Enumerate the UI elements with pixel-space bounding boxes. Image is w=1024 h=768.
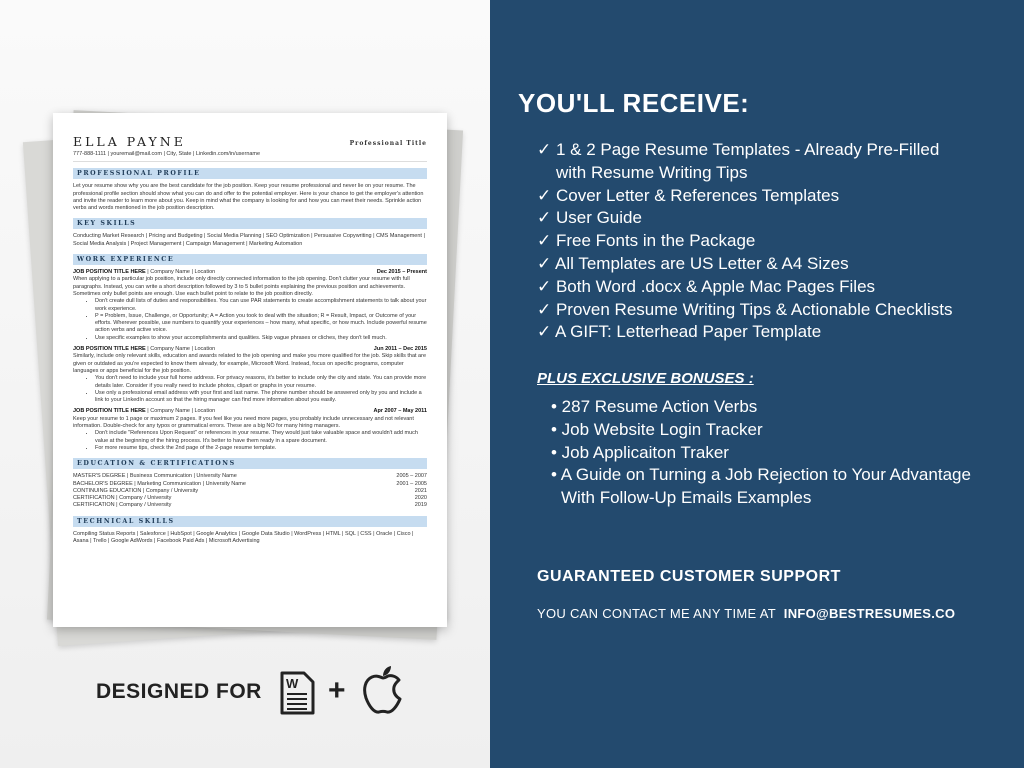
- section-header: KEY SKILLS: [73, 218, 427, 229]
- job-bullet: • Don't create dull lists of duties and responsibilities. You can use PAR statements to create accomplishment statements to talk about your work experience.: [95, 298, 427, 313]
- resume-professional-title: Professional Title: [349, 140, 427, 147]
- included-item: with Resume Writing Tips: [556, 162, 748, 182]
- job-bullet: • P = Problem, Issue, Challenge, or Opportunity; A = Action you took to deal with the situation; R = Result, Impact, or Outcome of your efforts. Wherever possible, use numbers to quantify your experiences – how many, what specific, or how much. Include powerful resume action verbs and active voice.: [95, 313, 427, 335]
- job-meta: | Company Name | Location: [145, 269, 216, 276]
- education-text: CERTIFICATION | Company / University: [73, 495, 172, 502]
- included-item: ✓ A GIFT: Letterhead Paper Template: [537, 322, 822, 342]
- education-text: BACHELOR'S DEGREE | Marketing Communication | University Name: [73, 480, 246, 487]
- included-item: ✓ 1 & 2 Page Resume Templates - Already Pre-Filled: [537, 140, 940, 159]
- bonus-item: • 287 Resume Action Verbs: [551, 397, 758, 416]
- job-dates: Apr 2007 – May 2011: [373, 408, 427, 415]
- education-list: [73, 473, 427, 509]
- support-email: INFO@BESTRESUMES.CO: [783, 606, 956, 621]
- included-items-list: [537, 139, 953, 344]
- job-dates: Dec 2015 – Present: [376, 269, 427, 276]
- section-header: WORK EXPERIENCE: [73, 254, 427, 265]
- included-item: ✓ Cover Letter & References Templates: [537, 185, 840, 205]
- resume-name: ELLA PAYNE: [73, 134, 186, 149]
- job-bullet: • For more resume tips, check the 2nd page of the 2-page resume template.: [95, 445, 427, 452]
- panel-title: YOU'LL RECEIVE:: [518, 88, 750, 118]
- job-description: When applying to a particular job position, include only directly connected information to the job opening. Don't clutter your resume with full paragraphs. Instead, you can write a short description followed by 3 to 5 bullet points explaining the previous position and achievements. Sometimes only bullet points are enough. Use each bullet point to relate to the job position directly.: [73, 276, 410, 297]
- contact-text: YOU CAN CONTACT ME ANY TIME AT: [537, 606, 776, 621]
- education-row: [73, 481, 427, 488]
- included-item: ✓ Proven Resume Writing Tips & Actionable Checklists: [537, 299, 953, 319]
- education-year: 2021: [414, 487, 427, 494]
- section-header: PROFESSIONAL PROFILE: [73, 168, 427, 179]
- included-item: ✓ User Guide: [537, 208, 642, 228]
- education-text: CONTINUING EDUCATION | Company / University: [73, 487, 199, 494]
- job-bullet: • Don't include "References Upon Request" or references in your resume. They would just take valuable space and wouldn't add much value at the beginning of the hiring process. It's better to have them ready in a spare document.: [95, 430, 427, 445]
- job-bullet: • Use only a professional email address with your first and last name. The phone number should be answered only by you and include a link to your LinkedIn account so that the hiring manager can find more information about you easily.: [95, 390, 427, 405]
- job-entry: [73, 346, 427, 404]
- education-text: MASTER'S DEGREE | Business Communication | University Name: [73, 473, 237, 480]
- svg-text:W: W: [286, 676, 299, 691]
- job-description: Similarly, include only relevant skills, education and awards related to the job opening and make you more qualified for the job. Skip skills that are given or outdated as you're expected to know them already, for example, Microsoft Word. Instead, focus on specific programs, computer languages or apps beneficial for the job position.: [73, 353, 427, 374]
- education-year: 2005 – 2007: [396, 473, 427, 480]
- job-entry: [73, 269, 427, 342]
- included-item: ✓ All Templates are US Letter & A4 Sizes: [537, 253, 849, 273]
- job-title: JOB POSITION TITLE HERE: [73, 346, 146, 353]
- education-year: 2001 – 2005: [396, 480, 427, 487]
- plus-sign: +: [328, 674, 346, 707]
- education-row: [73, 495, 427, 502]
- section-header: TECHNICAL SKILLS: [73, 516, 427, 527]
- bonus-item: • Job Website Login Tracker: [551, 419, 763, 439]
- education-row: [73, 502, 427, 509]
- education-row: [73, 473, 427, 480]
- skills-text: Conducting Market Research | Pricing and Budgeting | Social Media Planning | SEO Optimization | Persuasive Copywriting | CMS Management | Social Media Analysis | Project Management | Campaign Management | Marketing Automation: [73, 233, 425, 247]
- job-bullets: [73, 430, 427, 452]
- job-heading: [73, 269, 215, 276]
- job-dates: Jun 2011 – Dec 2015: [373, 346, 427, 353]
- resume-page: [53, 113, 447, 627]
- support-header: GUARANTEED CUSTOMER SUPPORT: [537, 568, 841, 585]
- job-title: JOB POSITION TITLE HERE: [73, 269, 146, 276]
- tech-skills-text: Compiling Status Reports | Salesforce | HubSpot | Google Analytics | Google Data Studio | WordPress | HTML | SQL | CSS | Oracle | Cisco | Asana | Trello | Google AdWords | Facebook Paid Ads | Microsoft Advertising: [73, 530, 414, 544]
- job-bullet: • Use specific examples to show your accomplishments and qualities. Skip vague phrases or cliches, they don't tell much.: [95, 335, 427, 342]
- support-contact: [537, 606, 955, 621]
- bonus-list: [551, 396, 971, 510]
- bonus-item: • A Guide on Turning a Job Rejection to Your Advantage: [551, 465, 971, 485]
- profile-text: Let your resume show why you are the best candidate for the job position. Keep your resume professional and never lie on your resume. The professional profile section should show what you can do and offer to the potential employer. Here is your chance to get the employer's attention and invite the reader to learn more about you. Keep in mind what the company is looking for and how you can meet their needs. Sprinkle action verbs and words mentioned in the job position description.: [73, 183, 424, 212]
- education-year: 2020: [414, 495, 427, 502]
- job-meta: | Company Name | Location: [145, 346, 216, 353]
- resume-contact: 777-888-1111 | youremail@mail.com | City, State | Linkedin.com/in/username: [73, 151, 427, 162]
- designed-for-label: DESIGNED FOR: [96, 680, 262, 703]
- job-description: Keep your resume to 1 page or maximum 2 pages. If you feel like you need more pages, you probably include unnecessary and not relevant information. Double-check for any typos or grammatical errors. These are a big NO for many hiring managers.: [73, 415, 414, 430]
- bonus-item: With Follow-Up Emails Examples: [561, 488, 812, 508]
- education-row: [73, 488, 427, 495]
- section-header: EDUCATION & CERTIFICATIONS: [73, 458, 427, 469]
- job-bullets: [73, 298, 427, 342]
- bonus-item: • Job Applicaiton Traker: [551, 442, 729, 462]
- job-bullet: • You don't need to include your full home address. For privacy reasons, it's better to include only the city and state. You can provide more details later. Consider if you really need to include photos, clipart or graphs in your resume.: [95, 375, 427, 390]
- word-document-icon: [279, 671, 315, 715]
- job-heading: [73, 408, 215, 415]
- info-panel: [490, 0, 1024, 768]
- included-item: ✓ Free Fonts in the Package: [537, 231, 756, 251]
- jobs-list: [73, 269, 427, 452]
- education-year: 2019: [414, 502, 427, 509]
- product-preview: [0, 0, 490, 768]
- job-heading: [73, 346, 215, 353]
- education-text: CERTIFICATION | Company / University: [73, 502, 172, 509]
- bonus-header: PLUS EXCLUSIVE BONUSES :: [537, 370, 754, 387]
- apple-icon: [361, 663, 405, 715]
- job-bullets: [73, 375, 427, 404]
- job-entry: [73, 408, 427, 452]
- job-meta: | Company Name | Location: [145, 408, 216, 415]
- included-item: ✓ Both Word .docx & Apple Mac Pages Files: [537, 276, 876, 296]
- job-title: JOB POSITION TITLE HERE: [73, 408, 146, 415]
